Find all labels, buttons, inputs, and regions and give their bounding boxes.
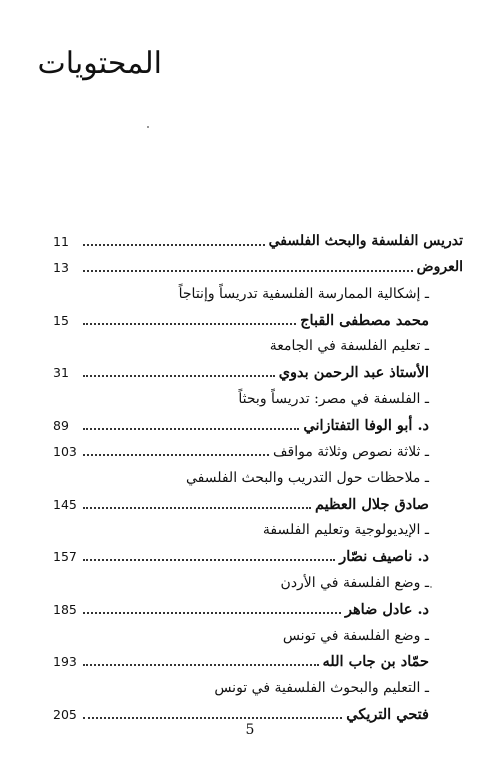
toc-page-number: 89 — [53, 417, 69, 433]
toc-label: ـ تعليم الفلسفة في الجامعة — [269, 338, 429, 355]
toc-label: الأستاذ عبد الرحمن بدوي — [278, 364, 429, 382]
toc-row — [53, 596, 463, 622]
toc-label: ـ الإيديولوجية وتعليم الفلسفة — [262, 522, 429, 539]
toc-page-number: 11 — [53, 233, 69, 249]
dot-leader — [83, 663, 319, 666]
toc-row — [53, 622, 463, 648]
toc-label: ـ إشكالية الممارسة الفلسفية تدريساً وإنتاجاً — [178, 285, 429, 302]
toc-page-number: 157 — [53, 549, 77, 565]
toc-label: د. ناصيف نصّار — [339, 548, 429, 566]
dot-leader — [83, 453, 269, 456]
dot-leader — [83, 322, 296, 325]
toc-row — [53, 307, 463, 333]
toc-label: ـ وضع الفلسفة في الأردن — [280, 575, 429, 591]
toc-label: ـ ثلاثة نصوص وثلاثة مواقف — [273, 443, 429, 460]
toc-label: فتحي التريكي — [346, 705, 429, 723]
toc-page-number: 193 — [53, 654, 77, 670]
toc-row — [53, 386, 463, 412]
dot-leader — [83, 611, 341, 614]
print-speck — [147, 126, 149, 128]
toc-row — [53, 517, 463, 543]
toc-label: تدريس الفلسفة والبحث الفلسفي — [268, 233, 463, 250]
toc-page-number: 185 — [53, 601, 77, 617]
dot-leader — [83, 427, 299, 430]
toc-page-number: 31 — [53, 365, 69, 381]
toc-row — [53, 254, 463, 280]
dot-leader — [83, 374, 275, 377]
toc-label: حمّاد بن جاب الله — [322, 653, 429, 671]
dot-leader — [83, 716, 342, 719]
toc-row — [53, 649, 463, 675]
toc-label: ـ الفلسفة في مصر: تدريساً وبحثاً — [238, 390, 429, 407]
toc-row — [53, 544, 463, 570]
table-of-contents — [53, 228, 463, 728]
toc-row — [53, 491, 463, 517]
dot-leader — [83, 243, 265, 246]
toc-row — [53, 228, 463, 254]
dot-leader — [83, 558, 335, 561]
toc-label: صادق جلال العظيم — [314, 495, 429, 513]
toc-row — [53, 412, 463, 438]
toc-label: ـ التعليم والبحوث الفلسفية في تونس — [214, 680, 429, 697]
toc-page-number: 145 — [53, 496, 77, 512]
toc-row — [53, 281, 463, 307]
toc-label: ـ وضع الفلسفة في تونس — [282, 627, 429, 644]
toc-label: د. عادل ضاهر — [344, 600, 429, 618]
toc-label: العروض — [416, 259, 463, 276]
toc-label: محمد مصطفى القباج — [300, 311, 429, 329]
toc-page-number: 205 — [53, 706, 77, 722]
dot-leader — [83, 269, 413, 272]
toc-page-number: 103 — [53, 444, 77, 460]
toc-row — [53, 359, 463, 385]
page-title: المحتويات — [37, 46, 162, 81]
toc-label: ـ ملاحظات حول التدريب والبحث الفلسفي — [185, 469, 429, 486]
toc-row — [53, 570, 463, 596]
toc-row — [53, 465, 463, 491]
toc-row — [53, 438, 463, 464]
toc-label: د. أبو الوفا التفتازاني — [303, 416, 429, 434]
page-number: 5 — [245, 722, 255, 738]
toc-row — [53, 333, 463, 359]
toc-page-number: 15 — [53, 312, 69, 328]
toc-page-number: 13 — [53, 259, 69, 275]
toc-row — [53, 675, 463, 701]
dot-leader — [83, 506, 311, 509]
